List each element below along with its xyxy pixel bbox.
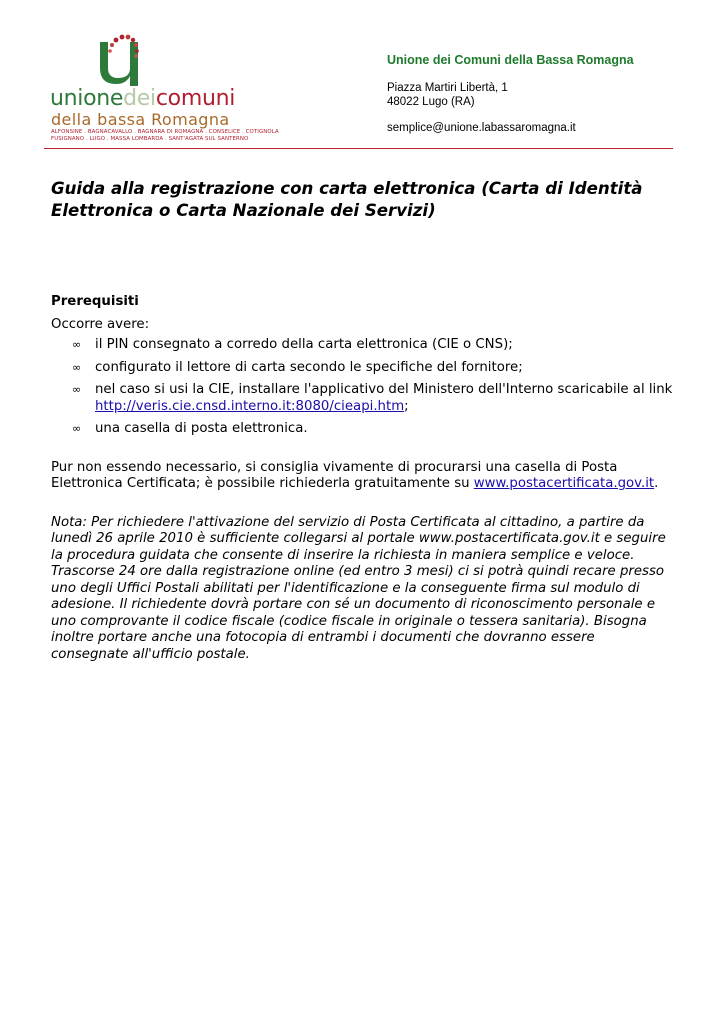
- logo-subtitle: della bassa Romagna: [51, 110, 230, 129]
- logo-towns: [51, 129, 279, 143]
- list-item: [51, 382, 676, 415]
- org-address: [387, 81, 677, 109]
- prerequisites-list: [51, 337, 676, 438]
- bullet-icon: ∞: [72, 422, 82, 435]
- cie-api-link[interactable]: http://veris.cie.cnsd.interno.it:8080/cieapi.htm: [95, 398, 405, 414]
- logo-word-dei: dei: [123, 86, 156, 111]
- org-contact-block: [387, 52, 677, 135]
- unione-logo: [44, 28, 284, 146]
- list-item-text: una casella di posta elettronica.: [95, 421, 308, 436]
- postacertificata-link[interactable]: www.postacertificata.gov.it: [473, 476, 655, 491]
- page-header: [44, 28, 673, 148]
- document-title: Guida alla registrazione con carta elettronica (Carta di Identità Elettronica o Carta Nazionale dei Servizi): [51, 179, 643, 220]
- org-address-line2: 48022 Lugo (RA): [387, 96, 475, 108]
- pec-paragraph-end: .: [654, 476, 659, 491]
- list-item-text: il PIN consegnato a corredo della carta elettronica (CIE o CNS);: [95, 337, 513, 352]
- pec-paragraph: [51, 460, 676, 493]
- logo-towns-line1: ALFONSINE . BAGNACAVALLO . BAGNARA DI ROMAGNA . CONSELICE . COTIGNOLA: [51, 129, 279, 135]
- org-address-line1: Piazza Martiri Libertà, 1: [387, 82, 508, 94]
- logo-u-mark-icon: [86, 32, 156, 92]
- document-body: [51, 294, 676, 663]
- logo-towns-line2: FUSIGNANO . LUGO . MASSA LOMBARDA . SANT'AGATA SUL SANTERNO: [51, 136, 249, 142]
- header-divider: [44, 148, 673, 149]
- section-heading: Prerequisiti: [51, 294, 139, 309]
- bullet-icon: ∞: [72, 338, 82, 351]
- bullet-icon: ∞: [72, 383, 82, 396]
- org-name: Unione dei Comuni della Bassa Romagna: [387, 53, 634, 67]
- intro-text: Occorre avere:: [51, 316, 150, 332]
- list-item-text: configurato il lettore di carta secondo le specifiche del fornitore;: [95, 359, 523, 375]
- list-item: [51, 360, 676, 377]
- bullet-icon: ∞: [72, 360, 82, 374]
- list-item: [51, 421, 676, 438]
- pec-paragraph-text: Pur non essendo necessario, si consiglia vivamente di procurarsi una casella di Posta Elettronica Certificata; è possibile richiederla gratuitamente su: [51, 459, 618, 491]
- org-email[interactable]: semplice@unione.labassaromagna.it: [387, 122, 576, 134]
- note-paragraph: Nota: Per richiedere l'attivazione del servizio di Posta Certificata al cittadino, a partire da lunedì 26 aprile 2010 è sufficiente collegarsi al portale www.postacertificata.gov.it e seguire la procedura guidata che consente di inserire la richiesta in maniera semplice e veloce. Trascorse 24 ore dalla registrazione online (ed entro 3 mesi) ci si potrà quindi recare presso uno degli Uffici Postali abilitati per l'identificazione e la conseguente firma sul modulo di adesione. Il richiedente dovrà portare con sé un documento di riconoscimento personale e uno comprovante il codice fiscale (codice fiscale in originale o tessera sanitaria). Bisogna inoltre portare anche una fotocopia di entrambi i documenti che dovranno essere consegnate all'ufficio postale.: [51, 514, 666, 662]
- list-item-text: nel caso si usi la CIE, installare l'applicativo del Ministero dell'Interno scaricabile al link: [95, 382, 673, 397]
- logo-word-unione: unione: [50, 86, 124, 111]
- logo-word-comuni: comuni: [155, 86, 236, 111]
- list-item-text-suffix: ;: [404, 398, 409, 414]
- list-item: [51, 337, 676, 354]
- logo-wordmark: [50, 88, 235, 110]
